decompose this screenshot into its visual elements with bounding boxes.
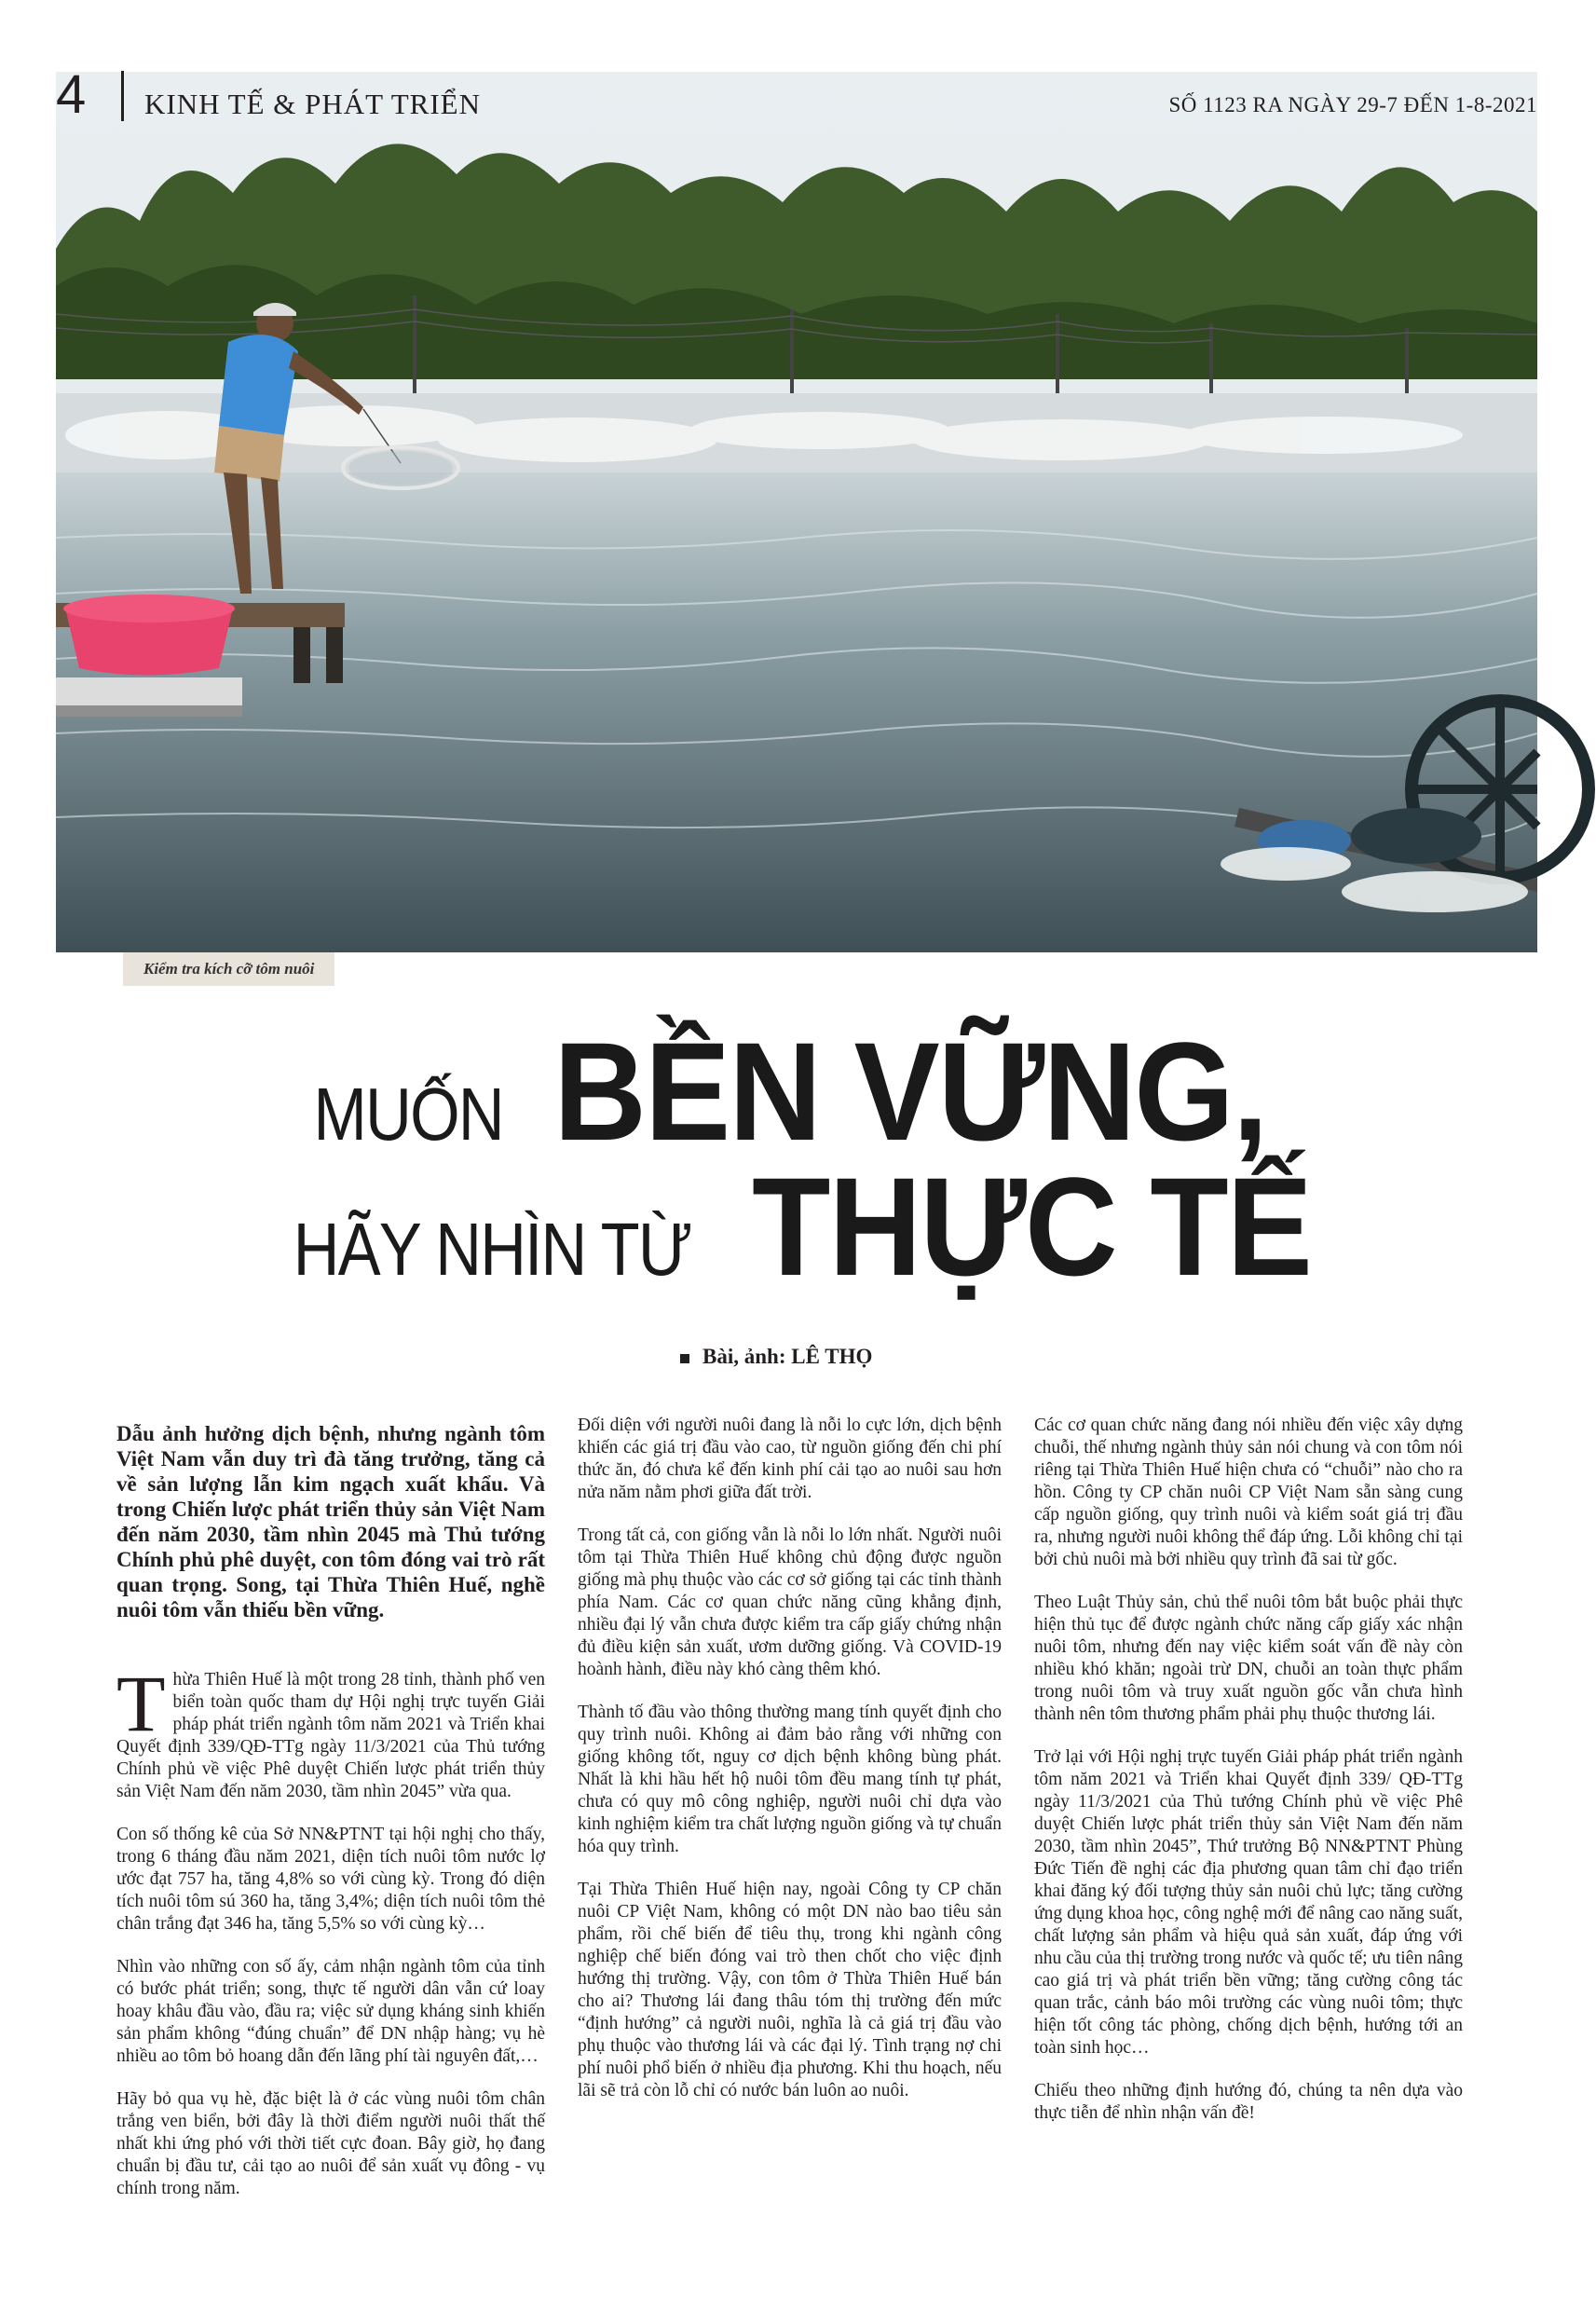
issue-info: SỐ 1123 RA NGÀY 29-7 ĐẾN 1-8-2021	[1168, 93, 1537, 116]
headline-bold-1: BỀN VỮNG,	[553, 1013, 1267, 1170]
byline-text: Bài, ảnh: LÊ THỌ	[703, 1345, 873, 1368]
article-paragraph: Theo Luật Thủy sản, chủ thể nuôi tôm bắt buộc phải thực hiện thủ tục để được ngành chức năng cấp giấy xác nhận nuôi tôm, nhưng đến nay việc kiểm soát vấn đề này còn nhiều khó khăn; ngoài trừ DN, chuỗi an toàn thực phẩm trong nuôi tôm và truy xuất nguồn gốc vẫn chưa hình thành nên tôm thương phẩm phải phụ thuộc thương lái.	[1034, 1593, 1463, 1724]
header-divider	[121, 71, 124, 121]
article-column-3	[1034, 1415, 1463, 2145]
article-paragraph: Tại Thừa Thiên Huế hiện nay, ngoài Công ty CP chăn nuôi CP Việt Nam, không có một DN nào bao tiêu sản phẩm, rồi chế biến để tiêu thụ, trong khi ngành công nghiệp chế biến đóng vai trò then chốt cho việc định hướng thị trường. Vậy, con tôm ở Thừa Thiên Huế bán cho ai? Thương lái đang thâu tóm thị trường đến mức “định hướng” cả người nuôi, nghĩa là cả giá trị đầu vào phụ thuộc vào thương lái và các đại lý. Tình trạng nợ chi phí nuôi phổ biến ở nhiều địa phương. Khi thu hoạch, nếu lãi sẽ trả còn lỗ chỉ có nước bán luôn ao nuôi.	[578, 1880, 1002, 2100]
page-number: 4	[56, 64, 87, 125]
article-lead: Dẫu ảnh hưởng dịch bệnh, nhưng ngành tôm Việt Nam vẫn duy trì đà tăng trưởng, tăng cả về sản lượng lẫn kim ngạch xuất khẩu. Và trong Chiến lược phát triển thủy sản Việt Nam đến năm 2030, tầm nhìn 2045 mà Thủ tướng Chính phủ phê duyệt, con tôm đóng vai trò rất quan trọng. Song, tại Thừa Thiên Huế, nghề nuôi tôm vẫn thiếu bền vững.	[116, 1422, 545, 1621]
headline-bold-2: THỰC TẾ	[752, 1148, 1312, 1305]
article-paragraph: Đối diện với người nuôi đang là nỗi lo cực lớn, dịch bệnh khiến các giá trị đầu vào cao, từ nguồn giống đến chi phí thức ăn, đó chưa kể đến kinh phí cải tạo ao nuôi sau hơn nửa năm nằm phơi giữa đất trời.	[578, 1416, 1002, 1502]
shrimp-pond-photo	[56, 72, 1537, 978]
article-column-1	[116, 1421, 545, 2221]
photo-caption: Kiểm tra kích cỡ tôm nuôi	[123, 952, 334, 986]
article-paragraph	[116, 1659, 545, 1803]
headline-line-2	[0, 1146, 1596, 1307]
article-paragraph: Con số thống kê của Sở NN&PTNT tại hội nghị cho thấy, trong 6 tháng đầu năm 2021, diện tích nuôi tôm nước lợ ước đạt 757 ha, tăng 4,8% so với cùng kỳ. Trong đó diện tích nuôi tôm sú 360 ha, tăng 3,4%; diện tích nuôi tôm thẻ chân trắng đạt 346 ha, tăng 5,5% so với cùng kỳ…	[116, 1825, 545, 1934]
article-paragraph: Trở lại với Hội nghị trực tuyến Giải pháp phát triển ngành tôm năm 2021 và Triển khai Quyết định 339/ QĐ-TTg ngày 11/3/2021 của Thủ tướng Chính phủ về việc Phê duyệt Chiến lược phát triển thủy sản Việt Nam đến năm 2030, tầm nhìn 2045”, Thứ trưởng Bộ NN&PTNT Phùng Đức Tiến đề nghị các địa phương quan tâm chỉ đạo triển khai đăng ký đối tượng thủy sản nuôi chủ lực; tăng cường ứng dụng khoa học, công nghệ mới để nâng cao năng suất, chất lượng sản phẩm và hiệu quả sản xuất, đáp ứng với nhu cầu của thị trường trong nước và quốc tế; ưu tiên nâng cao giá trị và phát triển bền vững; tăng cường công tác quan trắc, cảnh báo môi trường các vùng nuôi tôm; thực hiện tốt công tác phòng, chống dịch bệnh, hướng tới an toàn sinh học…	[1034, 1747, 1463, 2058]
page-header	[56, 65, 1537, 130]
article-paragraph: Các cơ quan chức năng đang nói nhiều đến việc xây dựng chuỗi, thế nhưng ngành thủy sản nói chung và con tôm nói riêng tại Thừa Thiên Huế hiện chưa có “chuỗi” nào cho ra hồn. Công ty CP chăn nuôi CP Việt Nam sẵn sàng cung cấp nguồn giống, quy trình nuôi và kiểm soát giá trị đầu ra, nhưng người nuôi không thể đáp ứng. Lỗi không chỉ tại bởi chủ nuôi mà bởi nhiều quy trình đã sai từ gốc.	[1034, 1416, 1463, 1569]
article-paragraph: Trong tất cả, con giống vẫn là nỗi lo lớn nhất. Người nuôi tôm tại Thừa Thiên Huế không chủ động được nguồn giống mà phụ thuộc vào các cơ sở giống tại các tỉnh thành phía Nam. Các cơ quan chức năng cũng khẳng định, nhiều đại lý vẫn chưa được kiểm tra cấp giấy chứng nhận đủ điều kiện sản xuất, ươm dưỡng giống. Và COVID-19 hoành hành, điều này khó càng thêm khó.	[578, 1525, 1002, 1679]
article-paragraph: Nhìn vào những con số ấy, cảm nhận ngành tôm của tỉnh có bước phát triển; song, thực tế người dân vẫn cứ loay hoay khâu đầu vào, đầu ra; việc sử dụng kháng sinh khiến sản phẩm không “đúng chuẩn” để DN nhập hàng; vụ hè nhiều ao tôm bỏ hoang dẫn đến lãng phí tài nguyên đất,…	[116, 1957, 545, 2066]
headline-light-1: MUỐN	[313, 1073, 504, 1156]
article-paragraph: Hãy bỏ qua vụ hè, đặc biệt là ở các vùng nuôi tôm chân trắng ven biển, bởi đây là thời điểm người nuôi thất thế nhất khi ứng phó với thời tiết cực đoan. Bây giờ, họ đang chuẩn bị đầu tư, cải tạo ao nuôi để sản xuất vụ đông - vụ chính trong năm.	[116, 2089, 545, 2198]
byline	[680, 1345, 872, 1369]
article-paragraph: Thành tố đầu vào thông thường mang tính quyết định cho quy trình nuôi. Không ai đảm bảo rằng với những con giống không tốt, nguy cơ dịch bệnh không bùng phát. Nhất là khi hầu hết hộ nuôi tôm đều mang tính tự phát, chưa có quy mô công nghiệp, người nuôi chỉ dựa vào kinh nghiệm kiểm tra chất lượng nguồn giống và tự chuẩn hóa quy trình.	[578, 1703, 1002, 1856]
article-column-2	[578, 1415, 1002, 2123]
section-title: KINH TẾ & PHÁT TRIỂN	[144, 88, 481, 120]
drop-cap: T	[116, 1659, 166, 1748]
shrimp-pond-illustration	[56, 72, 1537, 952]
article-paragraph: Chiếu theo những định hướng đó, chúng ta nên dựa vào thực tiễn để nhìn nhận vấn đề!	[1034, 2081, 1463, 2123]
paragraph-text: hừa Thiên Huế là một trong 28 tỉnh, thành phố ven biển toàn quốc tham dự Hội nghị trực tuyến Giải pháp phát triển ngành tôm năm 2021 và Triển khai Quyết định 339/QĐ-TTg ngày 11/3/2021 của Thủ tướng Chính phủ về việc Phê duyệt Chiến lược phát triển thủy sản Việt Nam đến năm 2030, tầm nhìn 2045” vừa qua.	[116, 1670, 545, 1801]
headline-light-2: HÃY NHÌN TỪ	[293, 1208, 691, 1291]
byline-square-icon	[680, 1354, 689, 1363]
